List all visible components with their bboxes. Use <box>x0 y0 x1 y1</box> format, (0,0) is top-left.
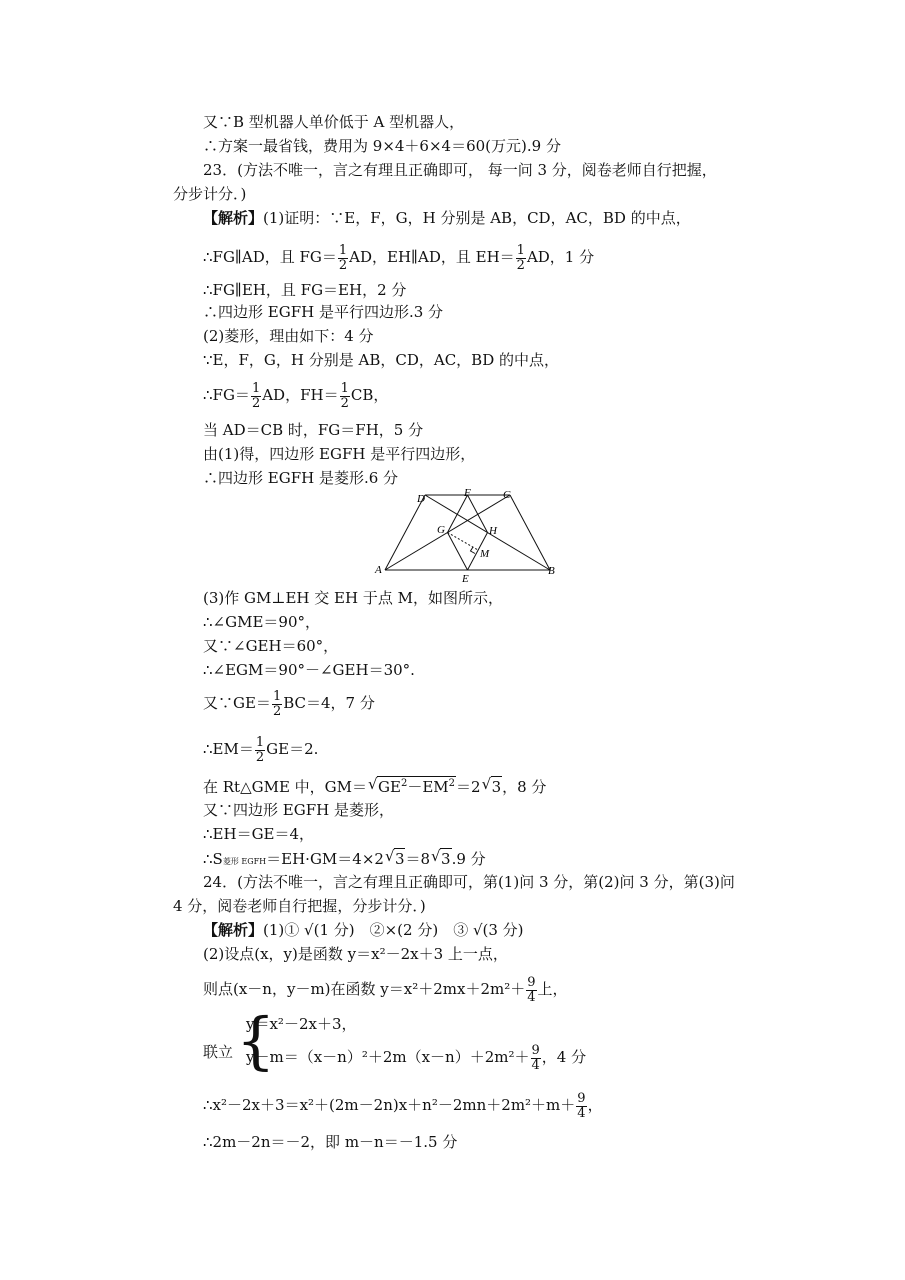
text-line: ∴方案一最省钱，费用为 9×4＋6×4＝60(万元).9 分 <box>203 137 561 155</box>
label-g: G <box>437 524 445 536</box>
text: ∴EM＝ <box>203 740 254 758</box>
text-line <box>246 1040 586 1074</box>
text-line: (2)菱形，理由如下：4 分 <box>203 327 374 345</box>
brace: { <box>236 1004 276 1077</box>
text-line: 当 AD＝CB 时，FG＝FH，5 分 <box>203 421 424 439</box>
text: ∴x²－2x＋3＝x²＋(2m－2n)x＋n²－2mn＋2m²＋m＋ <box>203 1096 576 1114</box>
segment-ge <box>448 533 468 571</box>
text: AD，EH∥AD，且 EH＝ <box>349 248 515 266</box>
subscript: 菱形 EGFH <box>222 857 267 866</box>
text-line: ∴FG∥EH，且 FG＝EH，2 分 <box>203 281 407 299</box>
fraction: $\frac{1}{2}$ <box>251 380 261 411</box>
text-line: ∴∠EGM＝90°－∠GEH＝30°. <box>203 661 415 679</box>
text-line: 24．(方法不唯一，言之有理且正确即可，第(1)问 3 分，第(2)问 3 分，第(3)问 <box>203 873 735 891</box>
right-angle-mark <box>471 547 476 554</box>
text-line: ∴四边形 EGFH 是平行四边形.3 分 <box>203 303 444 321</box>
text-line: (3)作 GM⊥EH 交 EH 于点 M，如图所示， <box>203 589 503 607</box>
text-line: 分步计分．) <box>173 185 247 203</box>
text: (1)证明：∵E，F，G，H 分别是 AB，CD，AC，BD 的中点， <box>263 209 691 227</box>
text-line: ∴四边形 EGFH 是菱形.6 分 <box>203 469 399 487</box>
text: (1)① √(1 分) ②×(2 分) ③ √(3 分) <box>263 921 524 939</box>
radical: √ 3 <box>394 848 406 869</box>
segment-cb <box>510 495 550 570</box>
text-line <box>203 686 375 720</box>
text-line <box>203 378 388 412</box>
text: AD，1 分 <box>526 248 595 266</box>
label-f: F <box>464 488 471 499</box>
label-e: E <box>462 573 469 585</box>
fraction: $\frac{1}{2}$ <box>516 242 525 273</box>
text-line <box>203 920 524 940</box>
radical: √ 3 <box>491 776 503 797</box>
text-line: y＝x²－2x＋3， <box>246 1015 357 1033</box>
text-line: ∴∠GME＝90°， <box>203 613 320 631</box>
fraction: $\frac{9}{4}$ <box>531 1042 540 1073</box>
text: ＝2 <box>456 778 481 796</box>
text-line: 4 分，阅卷老师自行把握，分步计分．) <box>173 897 426 915</box>
text-line <box>203 972 568 1006</box>
text-line: 由(1)得，四边形 EGFH 是平行四边形， <box>203 445 476 463</box>
radical: √ $GE^2-EM^2$ <box>377 776 456 797</box>
text-line <box>203 1088 603 1122</box>
label-b: B <box>548 565 555 577</box>
text-line <box>203 732 318 766</box>
text: ，8 分 <box>502 778 547 796</box>
fraction: $\frac{1}{2}$ <box>255 734 265 765</box>
segment-ad <box>385 495 425 570</box>
fraction: $\frac{1}{2}$ <box>340 380 349 411</box>
text-line: 又∵四边形 EGFH 是菱形， <box>203 801 394 819</box>
text-line: ∴EH＝GE＝4， <box>203 825 315 843</box>
text: ∴FG＝ <box>203 386 250 404</box>
text: 上， <box>537 980 568 998</box>
text: BC＝4，7 分 <box>283 694 375 712</box>
text-line <box>203 240 594 274</box>
text: ∴S <box>203 850 223 868</box>
text: GE＝2. <box>266 740 319 758</box>
label-d: D <box>417 493 425 505</box>
label-c: C <box>503 489 511 501</box>
text: .9 分 <box>451 850 486 868</box>
text: CB， <box>350 386 389 404</box>
text: ＝8 <box>405 850 431 868</box>
text: ∴FG∥AD，且 FG＝ <box>203 248 337 266</box>
text-line: 又∵B 型机器人单价低于 A 型机器人， <box>203 113 465 131</box>
text-line <box>203 776 546 797</box>
text-line: (2)设点(x，y)是函数 y＝x²－2x＋3 上一点， <box>203 945 508 963</box>
fraction: $\frac{1}{2}$ <box>272 688 282 719</box>
fraction: $\frac{9}{4}$ <box>527 974 536 1005</box>
text-line: 23．(方法不唯一，言之有理且正确即可， 每一问 3 分，阅卷老师自行把握， <box>203 161 717 179</box>
radical: √ 3 <box>440 848 452 869</box>
text-line <box>203 208 691 228</box>
label-h: H <box>489 525 497 537</box>
analysis-label: 【解析】 <box>203 921 264 939</box>
fraction: $\frac{1}{2}$ <box>338 242 348 273</box>
text: 则点(x－n，y－m)在函数 y＝x²＋2mx＋2m²＋ <box>203 980 526 998</box>
text-line: ∴2m－2n＝－2，即 m－n＝－1.5 分 <box>203 1133 458 1151</box>
text: y－m＝（x－n）²＋2m（x－n）＋2m²＋ <box>246 1048 530 1066</box>
text: ，4 分 <box>541 1048 587 1066</box>
text-line: 联立 <box>203 1043 234 1061</box>
analysis-label: 【解析】 <box>203 209 264 227</box>
text: ＝EH·GM＝4×2 <box>266 850 384 868</box>
label-a: A <box>375 564 382 576</box>
text: 又∵GE＝ <box>203 694 271 712</box>
fraction: $\frac{9}{4}$ <box>577 1090 586 1121</box>
label-m: M <box>480 548 490 560</box>
text: AD，FH＝ <box>262 386 339 404</box>
text: 在 Rt△GME 中，GM＝ <box>203 778 368 796</box>
text-line <box>203 848 486 872</box>
text-line: ∵E，F，G，H 分别是 AB，CD，AC，BD 的中点， <box>203 351 559 369</box>
text: ， <box>587 1096 603 1114</box>
geometry-figure <box>370 488 570 588</box>
text-line: 又∵∠GEH＝60°， <box>203 637 339 655</box>
